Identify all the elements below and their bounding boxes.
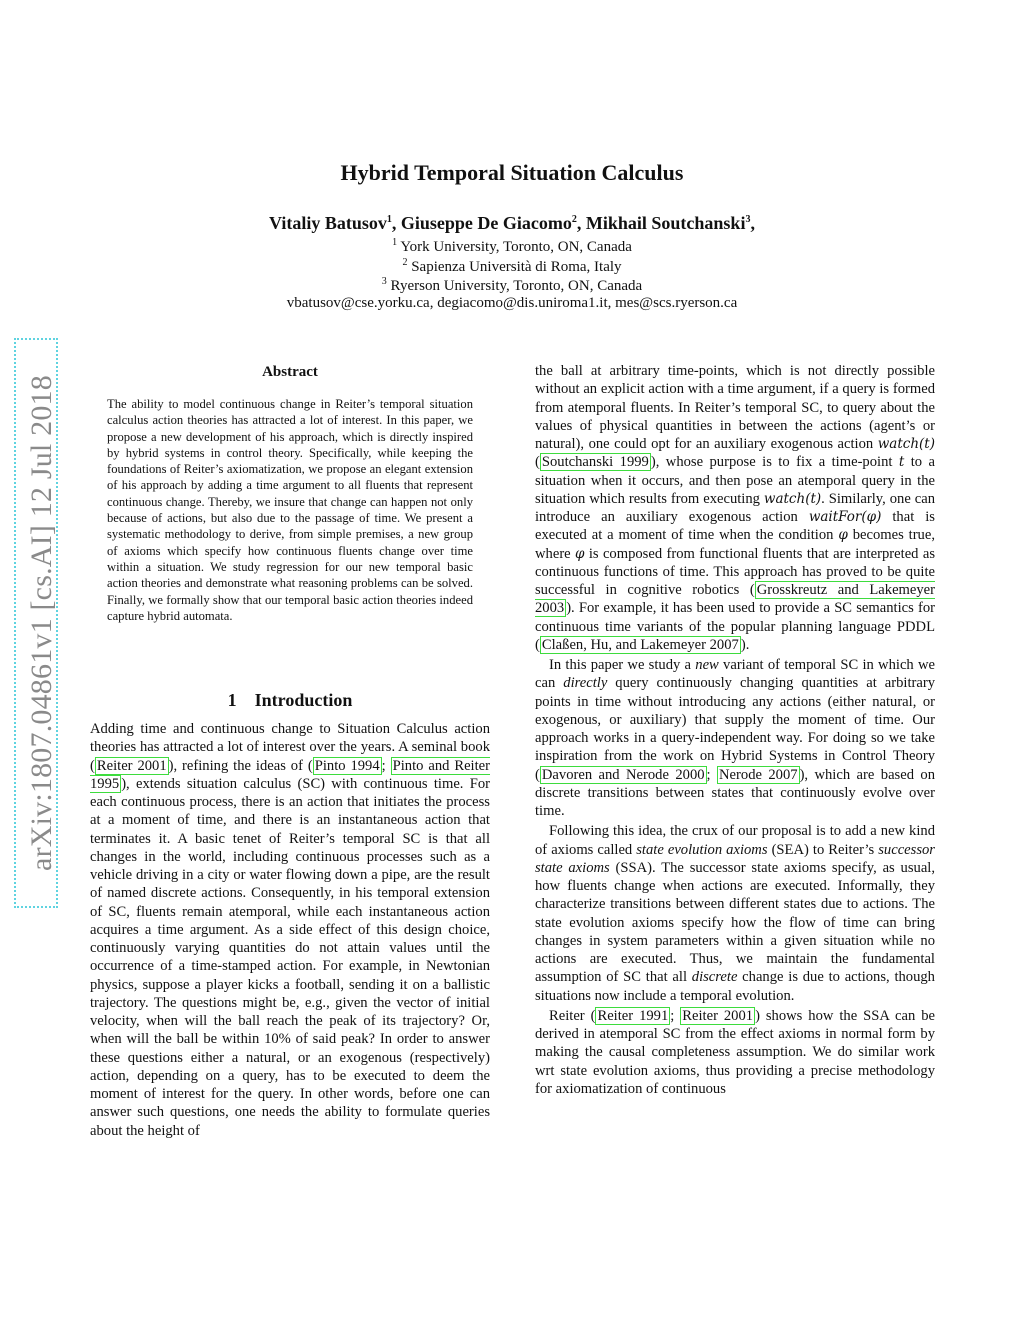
citation-link[interactable]: Pinto and Reiter 1995: [90, 757, 490, 792]
citation-link[interactable]: Davoren and Nerode 2000: [541, 766, 705, 783]
affiliation: $^3$ Ryerson University, Toronto, ON, Canada: [381, 276, 643, 294]
citation-link[interactable]: Pinto 1994: [314, 757, 380, 774]
left-column: [90, 720, 490, 1140]
paragraph: In this paper we study a new variant of temporal SC in which we can directly query continuously changing quantities at arbitrary points in time without introducing any actions (either natural, or exogenous, or auxiliary) that supply the moment of time. Our approach works in a query-independent way. For doing so we take inspiration from the work on Hybrid Systems in Control Theory ( Davoren and Nerode 2000 ; Nerode 2007 ), which are based on discrete transitions between states that continuously evolve over time.: [535, 657, 935, 819]
citation-link[interactable]: Soutchanski 1999: [541, 454, 649, 471]
abstract-heading: Abstract: [262, 364, 318, 380]
paragraph: Adding time and continuous change to Situation Calculus action theories has attracted a lot of interest over the years. A seminal book ( Reiter 2001 ), refining the ideas of ( Pinto 1994 ; Pinto and Reiter 1995 ), extends situation calculus (SC) with continuous time. For each continuous process, there is an action that initiates the process at a moment of time, and there is an instantaneous action that terminates it. A basic tenet of Reiter’s temporal SC is that all changes in the world, including continuous processes such as a vehicle driving in a city or water flowing down a pipe, are the result of named discrete actions. Consequently, in his temporal extension of SC, fluents remain atemporal, while each instantaneous action acquires a time argument. As a side effect of this design choice, continuously varying quantities do not attain values until the occurrence of a time-stamped action. For example, in Newtonian physics, suppose a player kicks a football, sending it on a ballistic trajectory. The questions might be, e.g., given the vector of initial velocity, when will the ball reach the peak of its trajectory? Or, when will the ball be within 10% of said peak? In order to answer these questions either a natural, or an exogenous (respectively) action, depending on a query, has to be executed to deem the moment of interest for the query. In other words, before one can answer such questions, one needs the ability to formulate queries about the height of: [90, 721, 490, 1139]
section-heading: 1 Introduction: [227, 690, 353, 710]
affiliation: $^1$ York University, Toronto, ON, Canada: [392, 237, 632, 255]
paper-title: Hybrid Temporal Situation Calculus: [340, 160, 684, 185]
affiliation: $^2$ Sapienza Università di Roma, Italy: [402, 257, 622, 275]
author-emails: vbatusov@cse.yorku.ca, degiacomo@dis.uniroma1.it, mes@scs.ryerson.ca: [286, 295, 738, 311]
paragraph: the ball at arbitrary time-points, which is not directly possible without an explicit action with a time argument, if a query is formed from atemporal fluents. In Reiter’s temporal SC, to query about the values of physical quantities in between the actions (agent’s or natural), one could opt for an auxiliary exogenous action watch(t) ( Soutchanski 1999 ), whose purpose is to fix a time-point t to a situation when it occurs, and then pose an atemporal query in the situation which results from executing watch(t). Similarly, one can introduce an auxiliary exogenous action waitFor(φ) that is executed at a moment of time when the condition φ becomes true, where φ is composed from functional fluents that are interpreted as continuous functions of time. This approach has proved to be quite successful in cognitive robotics ( Grosskreutz and Lakemeyer 2003 ). For example, it has been used to provide a SC semantics for continuous time variants of the popular planning language PDDL ( Claßen, Hu, and Lakemeyer 2007 ).: [535, 363, 936, 653]
citation-link[interactable]: Grosskreutz and Lakemeyer 2003: [535, 582, 936, 617]
citation-link[interactable]: Reiter 1991: [597, 1007, 669, 1024]
citation-link[interactable]: Reiter 2001: [96, 757, 167, 774]
author-list: Vitaliy Batusov$^1$, Giuseppe De Giacomo$^2$, Mikhail Soutchanski$^3$,: [269, 213, 755, 233]
abstract-body: The ability to model continuous change in Reiter’s temporal situation calculus action theories has attracted a lot of interest. In this paper, we propose a new development of his approach, which is directly inspired by hybrid systems in control theory. Specifically, while keeping the foundations of Reiter’s axiomatization, we propose an elegant extension of his approach by adding a time argument to all fluents that represent continuous change. Thereby, we insure that change can happen not only because of actions, but also due to the passage of time. We present a systematic methodology to derive, from simple premises, a new group of axioms which specify how continuous fluents change over time within a situation. We study regression for our new temporal basic action theories and demonstrate what reasoning problems can be solved. Finally, we formally show that our temporal basic action theories indeed capture hybrid automata.: [107, 397, 473, 623]
paragraph: Reiter ( Reiter 1991 ; Reiter 2001 ) shows how the SSA can be derived in atemporal SC from the effect axioms in normal form by making the causal completeness assumption. We do similar work wrt state evolution axioms, thus providing a precise methodology for axiomatization of continuous: [535, 1007, 936, 1097]
arxiv-identifier: arXiv:1807.04861v1 [cs.AI] 12 Jul 2018: [25, 375, 58, 871]
citation-link[interactable]: Claßen, Hu, and Lakemeyer 2007: [541, 636, 739, 653]
author-name: Mikhail Soutchanski: [585, 213, 746, 233]
author-name: Vitaliy Batusov: [269, 213, 387, 233]
paragraph: Following this idea, the crux of our proposal is to add a new kind of axioms called state evolution axioms (SEA) to Reiter’s successor state axioms (SSA). The successor state axioms specify, as usual, how fluents change when actions are executed. Informally, they characterize transitions between different states due to actions. The state evolution axioms specify how the flow of time can bring changes in system parameters within a given situation while no actions are executed. Thus, we maintain the fundamental assumption of SC that all discrete change is due to actions, though situations now include a temporal evolution.: [535, 823, 935, 1004]
citation-link[interactable]: Nerode 2007: [719, 766, 798, 783]
right-column: [535, 362, 935, 1098]
citation-link[interactable]: Reiter 2001: [682, 1007, 754, 1024]
author-name: Giuseppe De Giacomo: [400, 213, 572, 233]
